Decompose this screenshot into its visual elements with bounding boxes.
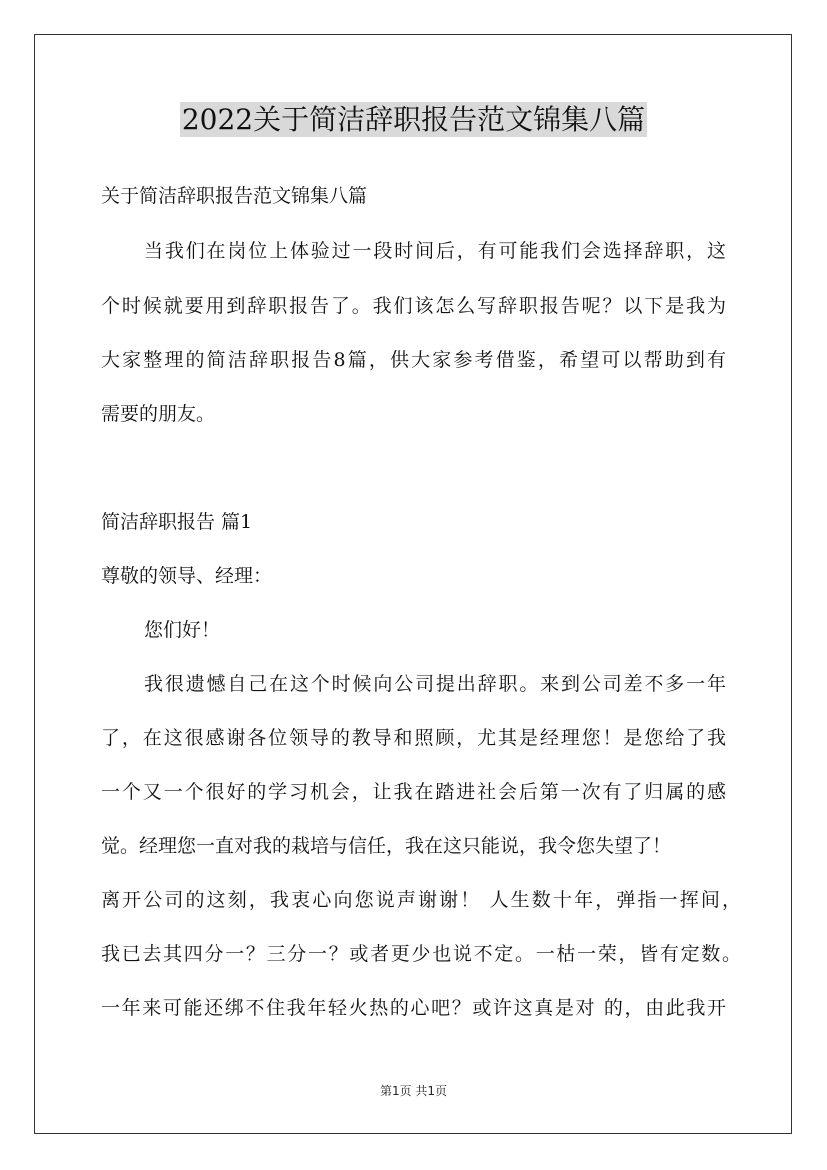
body-line-5: 离开公司的这刻，我衷心向您说声谢谢！ 人生数十年，弹指一挥间， bbox=[101, 889, 741, 911]
intro-line-1: 当我们在岗位上体验过一段时间后，有可能我们会选择辞职，这 bbox=[144, 240, 726, 262]
document-title: 2022关于简洁辞职报告范文锦集八篇 bbox=[181, 103, 646, 136]
intro-line-3: 大家整理的简洁辞职报告8篇，供大家参考借鉴，希望可以帮助到有 bbox=[101, 349, 726, 371]
body-line-2: 了，在这很感谢各位领导的教导和照顾，尤其是经理您！是您给了我 bbox=[101, 727, 726, 749]
subtitle: 关于简洁辞职报告范文锦集八篇 bbox=[101, 185, 368, 207]
body-line-1: 我很遗憾自己在这个时候向公司提出辞职。来到公司差不多一年 bbox=[144, 673, 726, 695]
greeting: 您们好！ bbox=[144, 619, 221, 641]
body-line-6: 我已去其四分一？三分一？或者更少也说不定。一枯一荣，皆有定数。 bbox=[101, 943, 741, 965]
body-line-7: 一年来可能还绑不住我年轻火热的心吧？或许这真是对 的，由此我开 bbox=[101, 997, 726, 1019]
section-heading: 简洁辞职报告 篇1 bbox=[101, 511, 253, 533]
intro-line-4: 需要的朋友。 bbox=[101, 403, 216, 425]
salutation: 尊敬的领导、经理： bbox=[101, 565, 273, 587]
body-line-4: 觉。经理您一直对我的栽培与信任，我在这只能说，我令您失望了！ bbox=[101, 835, 672, 857]
page-footer: 第1页 共1页 bbox=[379, 1084, 448, 1098]
intro-line-2: 个时候就要用到辞职报告了。我们该怎么写辞职报告呢？以下是我为 bbox=[101, 295, 726, 317]
body-line-3: 一个又一个很好的学习机会，让我在踏进社会后第一次有了归属的感 bbox=[101, 781, 726, 803]
